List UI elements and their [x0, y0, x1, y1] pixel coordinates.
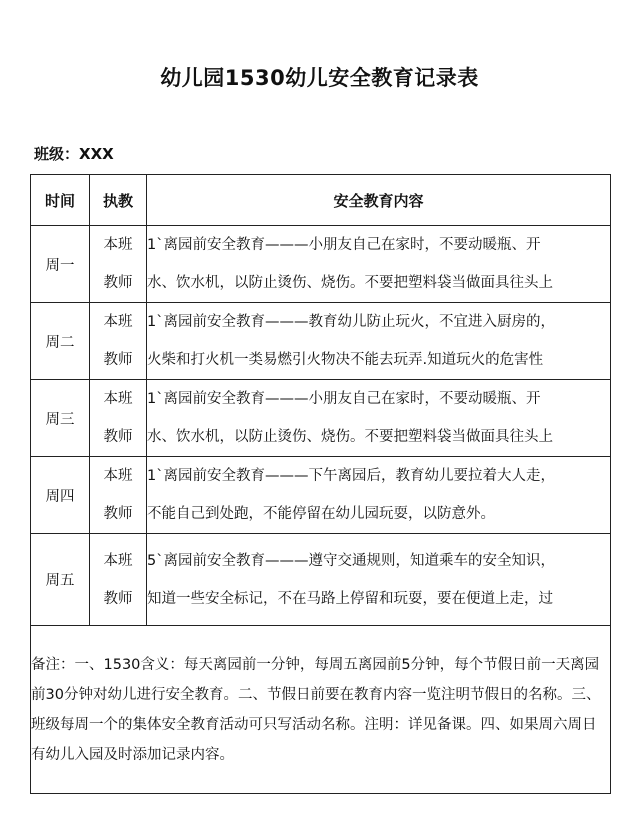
content-cell [147, 226, 611, 303]
day-cell: 周三 [31, 380, 90, 457]
safety-education-table [30, 174, 611, 794]
teacher-cell [90, 303, 147, 380]
header-time: 时间 [31, 175, 90, 226]
note-row [31, 626, 611, 794]
teacher-line-1: 本班 [103, 391, 133, 407]
teacher-line-2: 教师 [103, 275, 133, 291]
teacher-line-2: 教师 [103, 429, 133, 445]
teacher-line-1: 本班 [103, 237, 133, 253]
table-row [31, 226, 611, 303]
table-row [31, 457, 611, 534]
content-line-2: 火柴和打火机一类易燃引火物决不能去玩弄.知道玩火的危害性 [147, 352, 544, 368]
class-label: 班级：XXX [34, 145, 114, 163]
teacher-line-2: 教师 [103, 352, 133, 368]
content-line-2: 不能自己到处跑，不能停留在幼儿园玩耍，以防意外。 [147, 506, 495, 522]
teacher-line-2: 教师 [103, 590, 133, 607]
day-cell: 周五 [31, 534, 90, 626]
content-line-1: 1`离园前安全教育———小朋友自己在家时，不要动暖瓶、开 [147, 391, 541, 407]
table-row [31, 534, 611, 626]
teacher-line-1: 本班 [103, 314, 133, 330]
day-cell: 周四 [31, 457, 90, 534]
content-cell [147, 457, 611, 534]
content-cell [147, 534, 611, 626]
content-line-1: 1`离园前安全教育———教育幼儿防止玩火，不宜进入厨房的， [147, 314, 555, 330]
note-text: 备注：一、1530含义：每天离园前一分钟，每周五离园前5分钟，每个节假日前一天离园前30分钟对幼儿进行安全教育。二、节假日前要在教育内容一览注明节假日的名称。三、班级每周一个的集体安全教育活动可只写活动名称。注明：详见备课。四、如果周六周日有幼儿入园及时添加记录内容。 [31, 626, 611, 794]
header-teacher: 执教 [90, 175, 147, 226]
content-line-1: 5`离园前安全教育———遵守交通规则，知道乘车的安全知识， [147, 552, 555, 569]
teacher-line-1: 本班 [103, 552, 133, 569]
content-line-2: 水、饮水机，以防止烫伤、烧伤。不要把塑料袋当做面具往头上 [147, 429, 553, 445]
content-line-1: 1`离园前安全教育———小朋友自己在家时，不要动暖瓶、开 [147, 237, 541, 253]
table-row [31, 303, 611, 380]
teacher-cell [90, 226, 147, 303]
header-content: 安全教育内容 [147, 175, 611, 226]
content-line-2: 知道一些安全标记，不在马路上停留和玩耍，要在便道上走，过 [147, 590, 553, 607]
teacher-cell [90, 534, 147, 626]
content-line-1: 1`离园前安全教育———下午离园后，教育幼儿要拉着大人走， [147, 468, 555, 484]
day-cell: 周一 [31, 226, 90, 303]
teacher-cell [90, 457, 147, 534]
teacher-line-1: 本班 [103, 468, 133, 484]
page-title: 幼儿园1530幼儿安全教育记录表 [160, 66, 479, 90]
teacher-cell [90, 380, 147, 457]
day-cell: 周二 [31, 303, 90, 380]
teacher-line-2: 教师 [103, 506, 133, 522]
table-row [31, 380, 611, 457]
content-line-2: 水、饮水机，以防止烫伤、烧伤。不要把塑料袋当做面具往头上 [147, 275, 553, 291]
content-cell [147, 303, 611, 380]
table-header-row [31, 175, 611, 226]
content-cell [147, 380, 611, 457]
